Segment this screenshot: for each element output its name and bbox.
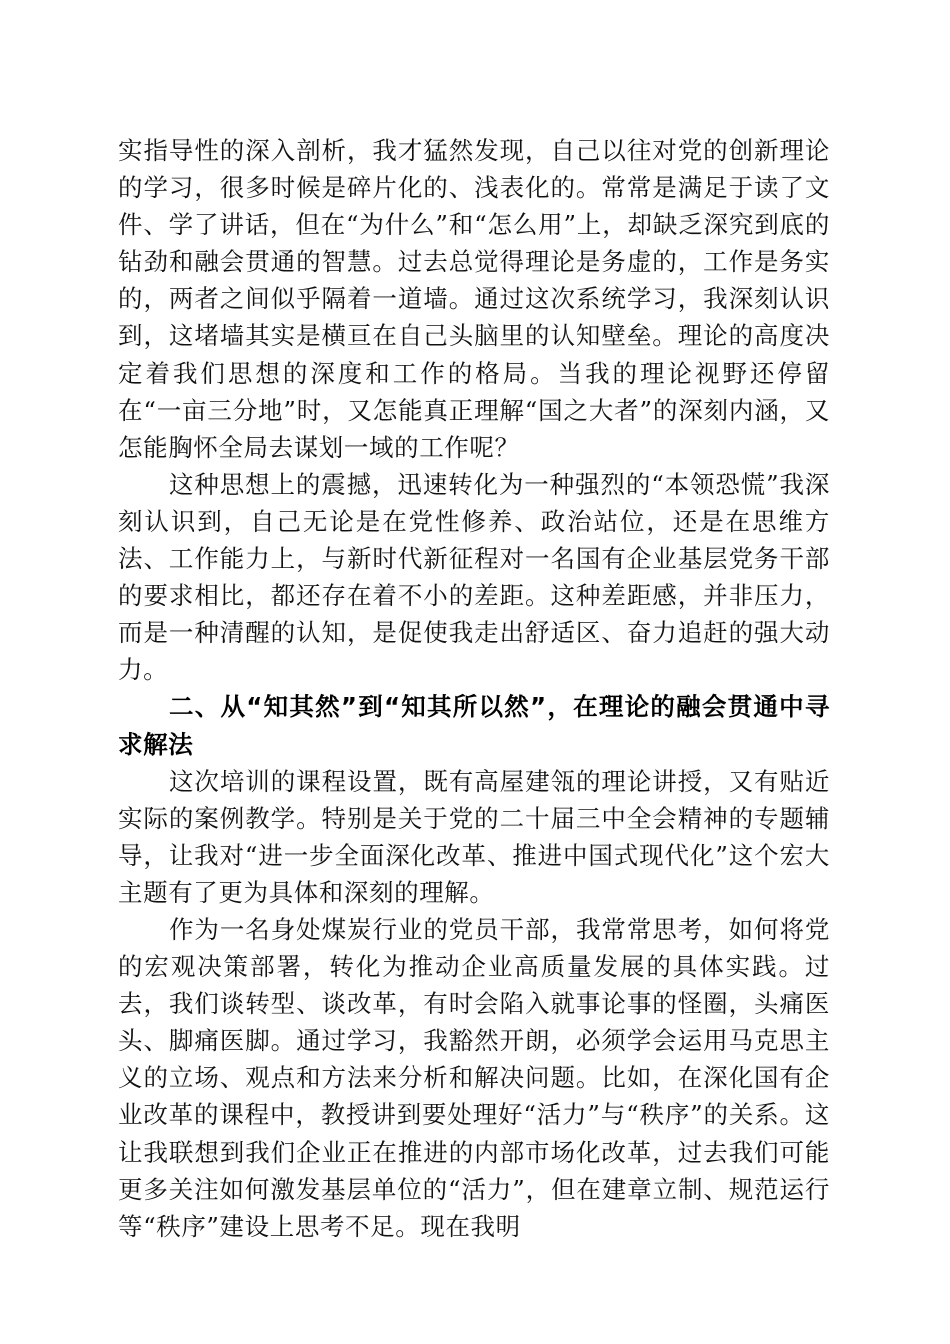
section-heading: 二、从“知其然”到“知其所以然”，在理论的融会贯通中寻求解法 (118, 692, 830, 759)
document-body (118, 132, 830, 1245)
paragraph-continued: 实指导性的深入剖析，我才猛然发现，自己以往对党的创新理论的学习，很多时候是碎片化的、浅表化的。常常是满足于读了文件、学了讲话，但在“为什么”和“怎么用”上，却缺乏深究到底的钻劲和融会贯通的智慧。过去总觉得理论是务虚的，工作是务实的，两者之间似乎隔着一道墙。通过这次系统学习，我深刻认识到，这堵墙其实是横亘在自己头脑里的认知壁垒。理论的高度决定着我们思想的深度和工作的格局。当我的理论视野还停留在“一亩三分地”时，又怎能真正理解“国之大者”的深刻内涵，又怎能胸怀全局去谋划一域的工作呢？ (118, 136, 830, 462)
paragraph-training-courses: 这次培训的课程设置，既有高屋建瓴的理论讲授，又有贴近实际的案例教学。特别是关于党的二十届三中全会精神的专题辅导，让我对“进一步全面深化改革、推进中国式现代化”这个宏大主题有了更为具体和深刻的理解。 (118, 766, 830, 907)
paragraph-coal-industry: 作为一名身处煤炭行业的党员干部，我常常思考，如何将党的宏观决策部署，转化为推动企业高质量发展的具体实践。过去，我们谈转型、谈改革，有时会陷入就事论事的怪圈，头痛医头、脚痛医脚。通过学习，我豁然开朗，必须学会运用马克思主义的立场、观点和方法来分析和解决问题。比如，在深化国有企业改革的课程中，教授讲到要处理好“活力”与“秩序”的关系。这让我联想到我们企业正在推进的内部市场化改革，过去我们可能更多关注如何激发基层单位的“活力”，但在建章立制、规范运行等“秩序”建设上思考不足。现在我明 (118, 914, 830, 1241)
paragraph-capability-panic: 这种思想上的震撼，迅速转化为一种强烈的“本领恐慌”我深刻认识到，自己无论是在党性修养、政治站位，还是在思维方法、工作能力上，与新时代新征程对一名国有企业基层党务干部的要求相比，都还存在着不小的差距。这种差距感，并非压力，而是一种清醒的认知，是促使我走出舒适区、奋力追赶的强大动力。 (118, 469, 830, 685)
